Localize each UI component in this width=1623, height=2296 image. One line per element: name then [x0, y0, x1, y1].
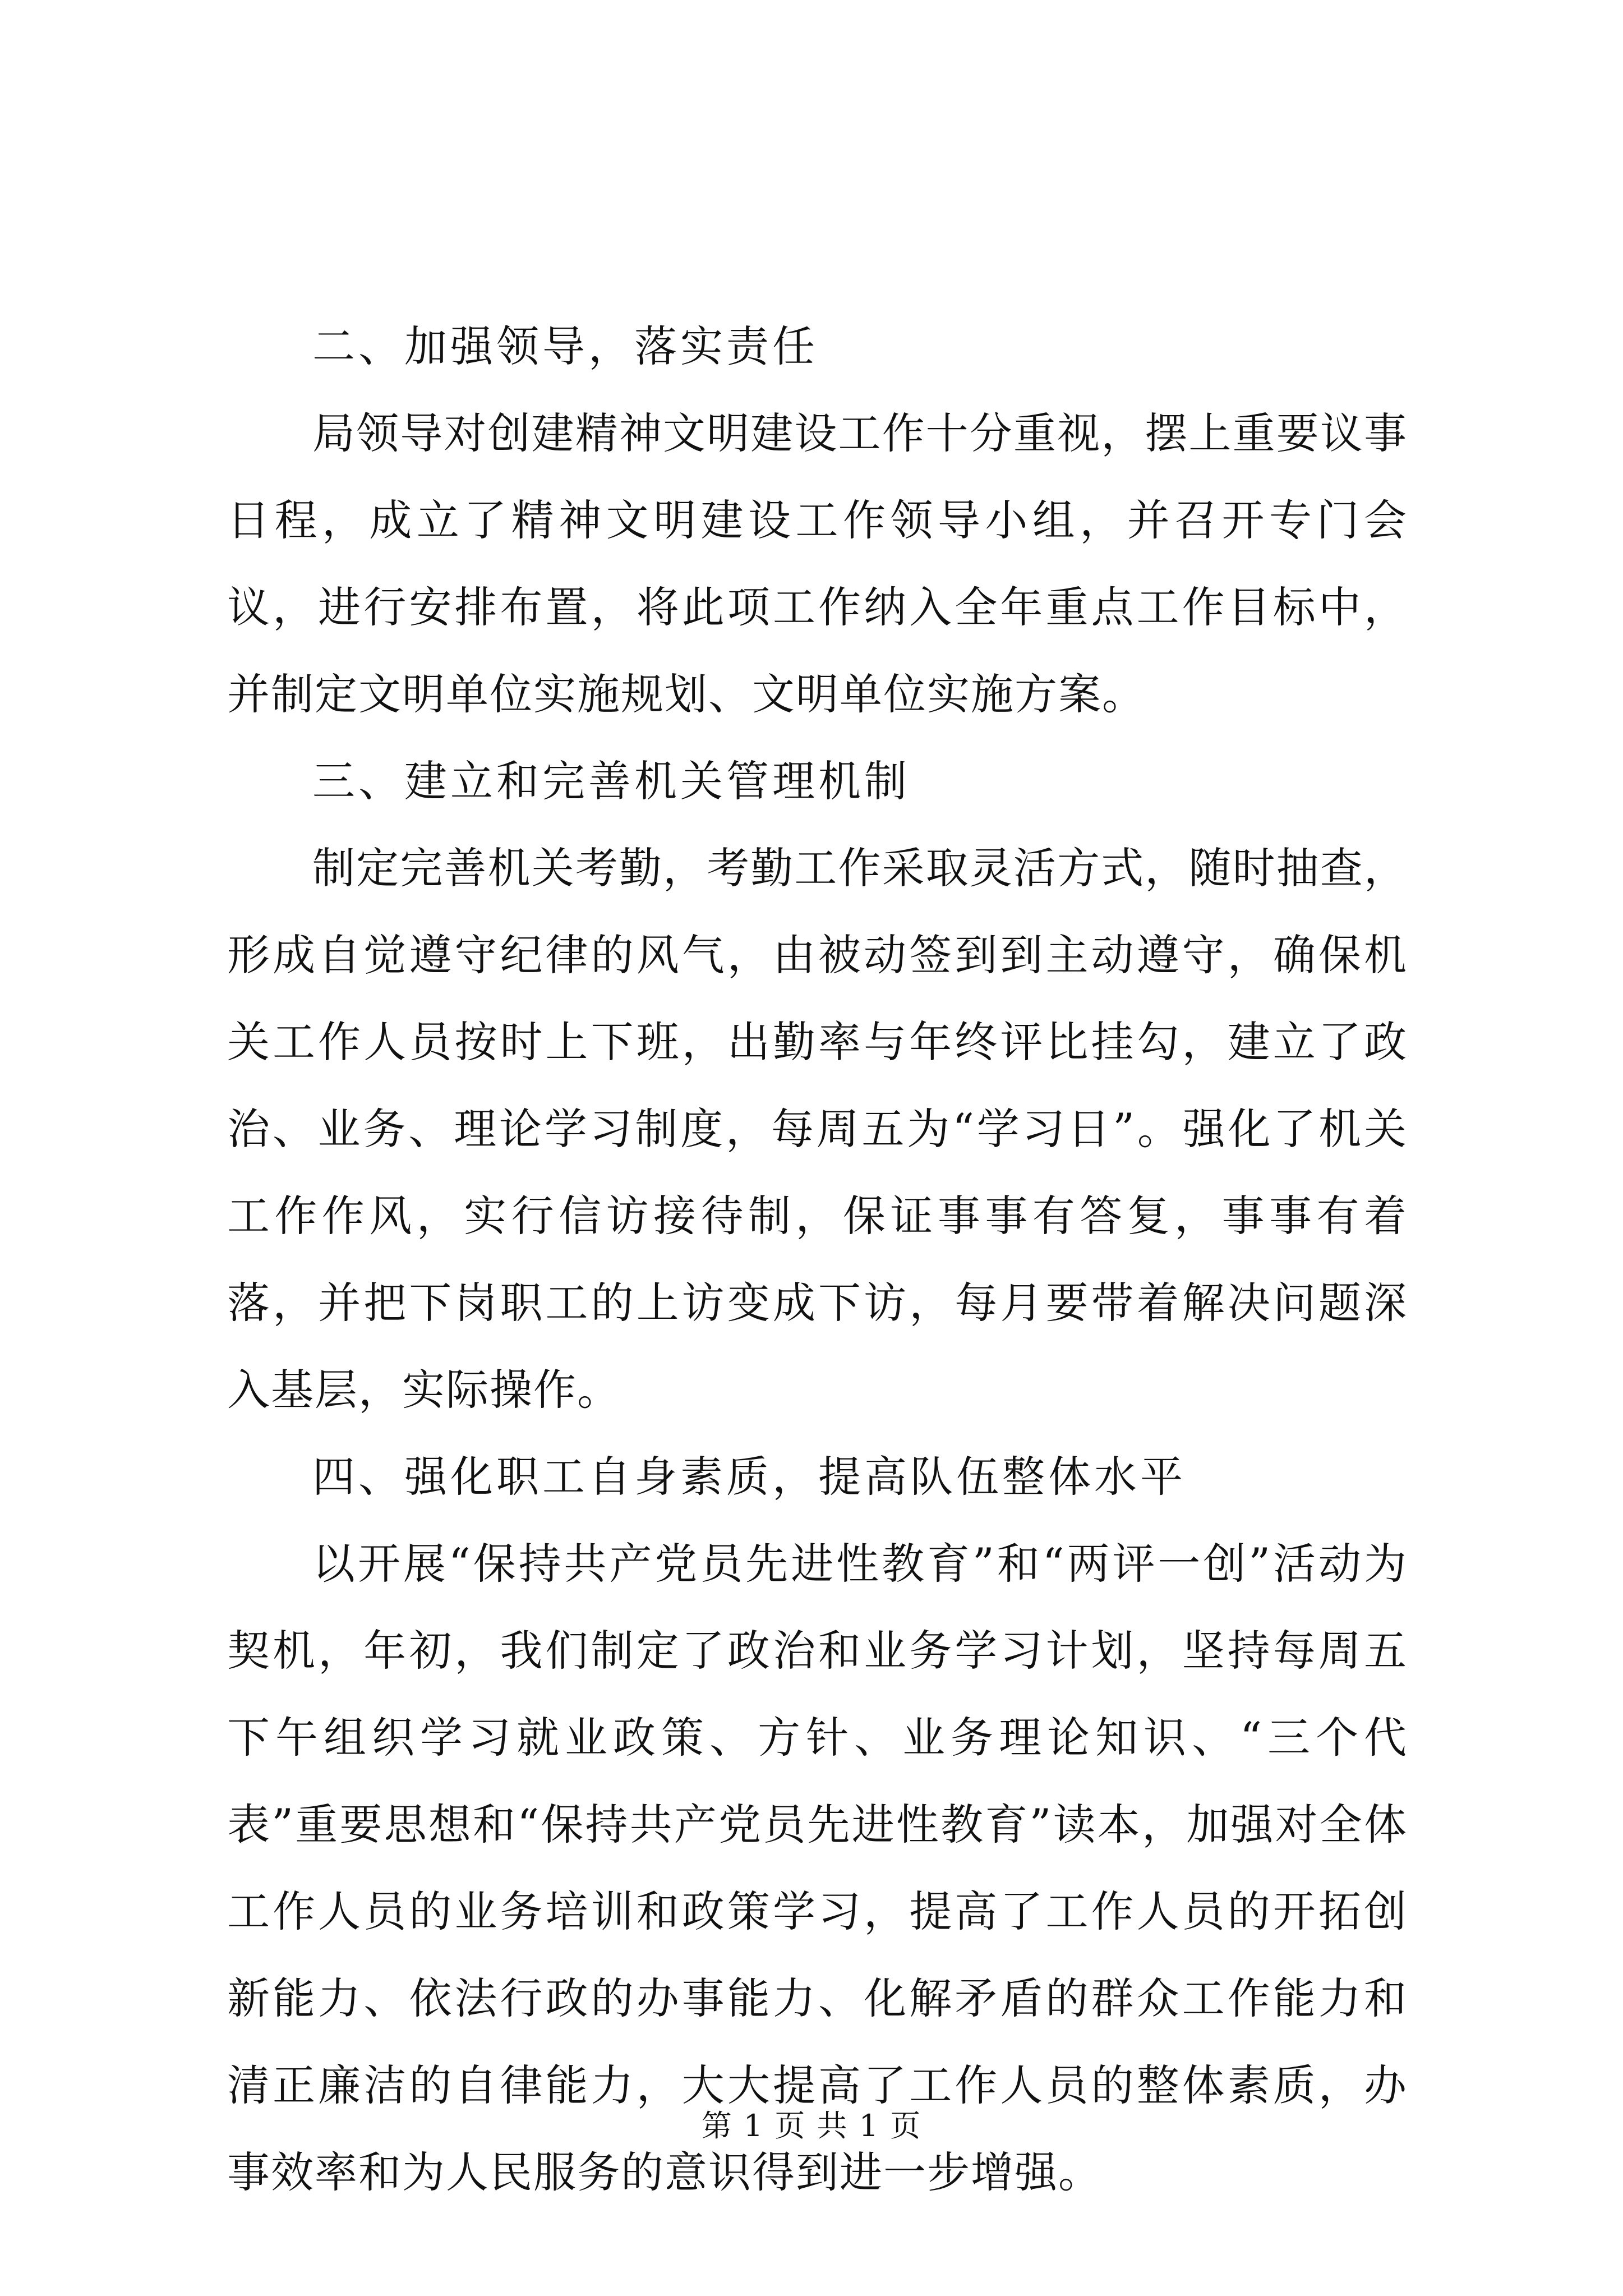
section-paragraph-2: 局领导对创建精神文明建设工作十分重视，摆上重要议事日程，成立了精神文明建设工作领导小组，并召开专门会议，进行安排布置，将此项工作纳入全年重点工作目标中，并制定文明单位实施规划、文明单位实施方案。	[227, 408, 1408, 719]
section-heading-4: 四、强化职工自身素质，提高队伍整体水平	[312, 1452, 1186, 1502]
section-paragraph-4: 以开展“保持共产党员先进性教育”和“两评一创”活动为契机，年初，我们制定了政治和业务学习计划，坚持每周五下午组织学习就业政策、方针、业务理论知识、“三个代表”重要思想和“保持共产党员先进性教育”读本，加强对全体工作人员的业务培训和政策学习，提高了工作人员的开拓创新能力、依法行政的办事能力、化解矛盾的群众工作能力和清正廉洁的自律能力，大大提高了工作人员的整体素质，办事效率和为人民服务的意识得到进一步增强。	[227, 1539, 1408, 2197]
section-paragraph-3: 制定完善机关考勤，考勤工作采取灵活方式，随时抽查，形成自觉遵守纪律的风气，由被动签到到主动遵守，确保机关工作人员按时上下班，出勤率与年终评比挂勾，建立了政治、业务、理论学习制度，每周五为“学习日”。强化了机关工作作风，实行信访接待制，保证事事有答复，事事有着落，并把下岗职工的上访变成下访，每月要带着解决问题深入基层，实际操作。	[227, 843, 1408, 1415]
page-footer: 第 1 页 共 1 页	[701, 2108, 922, 2143]
section-heading-2: 二、加强领导，落实责任	[312, 321, 818, 371]
section-heading-3: 三、建立和完善机关管理机制	[312, 756, 910, 806]
document-body	[227, 303, 1408, 2216]
